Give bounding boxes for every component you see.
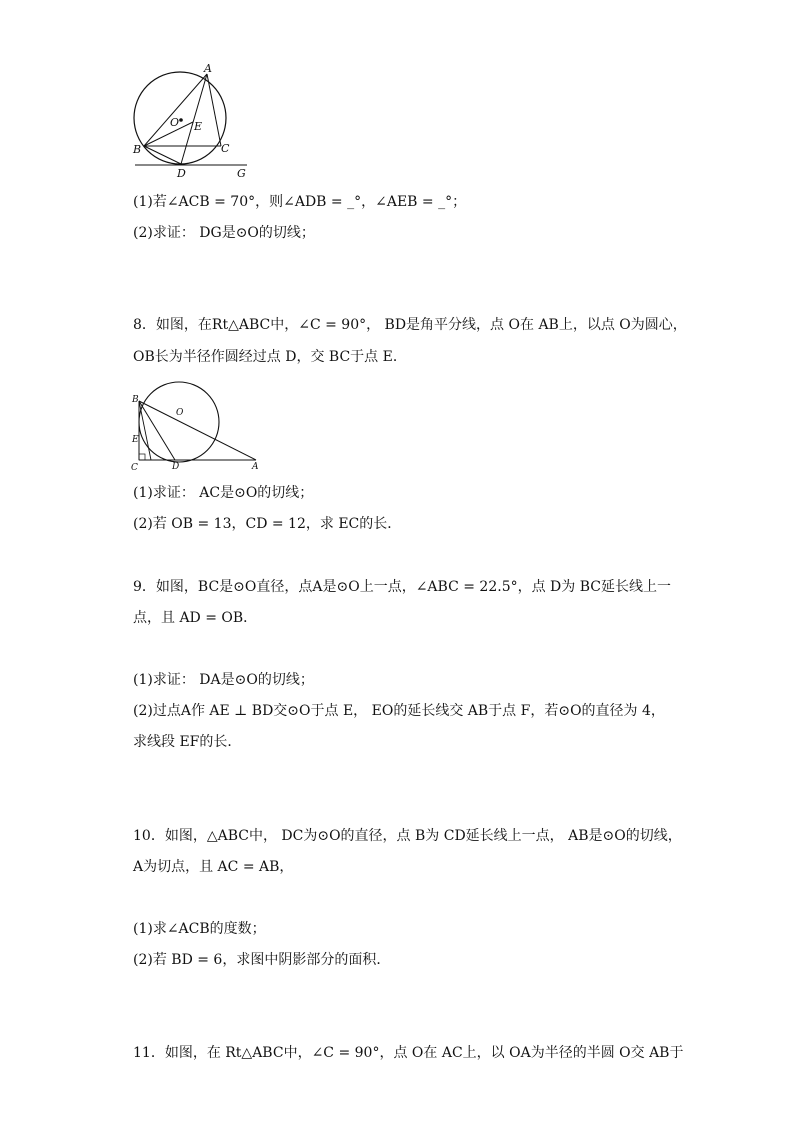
- q9-stem-line2: 点，且 AD = OB．: [133, 610, 258, 626]
- label-a: A: [204, 62, 212, 75]
- q10-part2: (2)若 BD = 6，求图中阴影部分的面积．: [133, 952, 391, 968]
- q8-part2: (2)若 OB = 13，CD = 12，求 EC的长．: [133, 516, 402, 532]
- q9-part2: (2)过点A作 AE ⊥ BD交⊙O于点 E， EO的延长线交 AB于点 F，若⊙O的直径为 4，: [133, 703, 665, 719]
- q8-part1: (1)求证： AC是⊙O的切线；: [133, 485, 314, 501]
- label-o: O: [176, 408, 184, 418]
- circle-o: [139, 382, 219, 462]
- label-d: D: [172, 462, 180, 472]
- label-e: E: [132, 435, 139, 445]
- label-a: A: [252, 462, 259, 472]
- q9-part1: (1)求证： DA是⊙O的切线；: [133, 672, 314, 688]
- figure-q7: [125, 60, 255, 185]
- right-angle-mark: [139, 454, 145, 460]
- q9-stem-line1: 9．如图，BC是⊙O直径，点A是⊙O上一点，∠ABC = 22.5°，点 D为 BC延长线上一: [133, 579, 671, 595]
- label-c: C: [131, 463, 138, 473]
- q8-stem-line2: OB长为半径作圆经过点 D，交 BC于点 E．: [133, 349, 407, 365]
- center-point: [179, 118, 183, 122]
- q8-stem-line1: 8．如图，在Rt△ABC中，∠C = 90°， BD是角平分线，点 O在 AB上，以点 O为圆心，: [133, 317, 687, 333]
- q7-part2: (2)求证： DG是⊙O的切线；: [133, 225, 315, 241]
- label-b: B: [132, 395, 139, 405]
- circle-o: [134, 72, 226, 164]
- figure-q8: [128, 376, 268, 474]
- q7-part1: (1)若∠ACB = 70°，则∠ADB = _°，∠AEB = _°；: [133, 194, 467, 210]
- q11-stem-line1: 11．如图，在 Rt△ABC中，∠C = 90°，点 O在 AC上，以 OA为半径的半圆 O交 AB于: [133, 1045, 684, 1061]
- label-e: E: [194, 120, 203, 133]
- label-b: B: [133, 143, 142, 156]
- label-o: O: [170, 116, 180, 129]
- label-g: G: [237, 167, 246, 180]
- label-d: D: [177, 167, 186, 180]
- q10-stem-line1: 10．如图，△ABC中， DC为⊙O的直径，点 B为 CD延长线上一点， AB是⊙O的切线，: [133, 828, 682, 844]
- q10-part1: (1)求∠ACB的度数；: [133, 921, 266, 937]
- label-c: C: [221, 142, 230, 155]
- q9-part3: 求线段 EF的长．: [133, 734, 242, 750]
- q10-stem-line2: A为切点，且 AC = AB，: [133, 859, 294, 875]
